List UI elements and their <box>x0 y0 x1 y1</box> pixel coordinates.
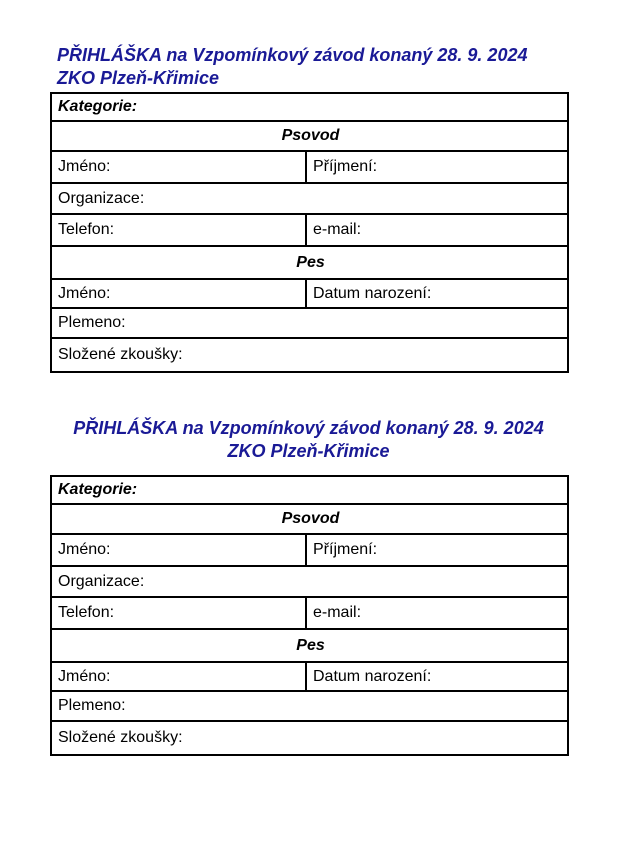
table-row <box>51 246 568 279</box>
dog-section-header: Pes <box>51 629 568 662</box>
table-row <box>51 151 568 183</box>
table-row <box>51 279 568 308</box>
table-row <box>51 121 568 151</box>
table-row <box>51 308 568 338</box>
table-row <box>51 534 568 566</box>
handler-last-name-cell: Příjmení: <box>306 151 568 183</box>
breed-cell: Plemeno: <box>51 308 568 338</box>
table-row <box>51 93 568 121</box>
dog-birthdate-cell: Datum narození: <box>306 279 568 308</box>
handler-section-header: Psovod <box>51 504 568 534</box>
kategorie-cell: Kategorie: <box>51 93 568 121</box>
table-row <box>51 597 568 629</box>
passed-exams-cell: Složené zkoušky: <box>51 721 568 755</box>
dog-name-cell: Jméno: <box>51 279 306 308</box>
email-cell: e-mail: <box>306 214 568 246</box>
handler-first-name-cell: Jméno: <box>51 151 306 183</box>
passed-exams-cell: Složené zkoušky: <box>51 338 568 372</box>
table-row <box>51 476 568 504</box>
email-cell: e-mail: <box>306 597 568 629</box>
table-row <box>51 566 568 597</box>
organization-cell: Organizace: <box>51 566 568 597</box>
dog-section-header: Pes <box>51 246 568 279</box>
table-row <box>51 721 568 755</box>
form-title-line2: ZKO Plzeň-Křimice <box>57 68 220 88</box>
handler-first-name-cell: Jméno: <box>51 534 306 566</box>
registration-table <box>50 475 569 756</box>
phone-cell: Telefon: <box>51 597 306 629</box>
form-title-line1: PŘIHLÁŠKA na Vzpomínkový závod konaný 28. 9. 2024 <box>57 45 528 65</box>
dog-birthdate-cell: Datum narození: <box>306 662 568 691</box>
phone-cell: Telefon: <box>51 214 306 246</box>
form-title-line2: ZKO Plzeň-Křimice <box>227 441 390 461</box>
table-row <box>51 504 568 534</box>
table-row <box>51 629 568 662</box>
kategorie-cell: Kategorie: <box>51 476 568 504</box>
form-title <box>50 44 574 90</box>
organization-cell: Organizace: <box>51 183 568 214</box>
table-row <box>51 691 568 721</box>
dog-name-cell: Jméno: <box>51 662 306 691</box>
form-title-line1: PŘIHLÁŠKA na Vzpomínkový závod konaný 28. 9. 2024 <box>73 418 544 438</box>
table-row <box>51 183 568 214</box>
table-row <box>51 338 568 372</box>
table-row <box>51 214 568 246</box>
handler-last-name-cell: Příjmení: <box>306 534 568 566</box>
breed-cell: Plemeno: <box>51 691 568 721</box>
registration-table <box>50 92 569 373</box>
form-title <box>50 417 567 463</box>
handler-section-header: Psovod <box>51 121 568 151</box>
table-row <box>51 662 568 691</box>
